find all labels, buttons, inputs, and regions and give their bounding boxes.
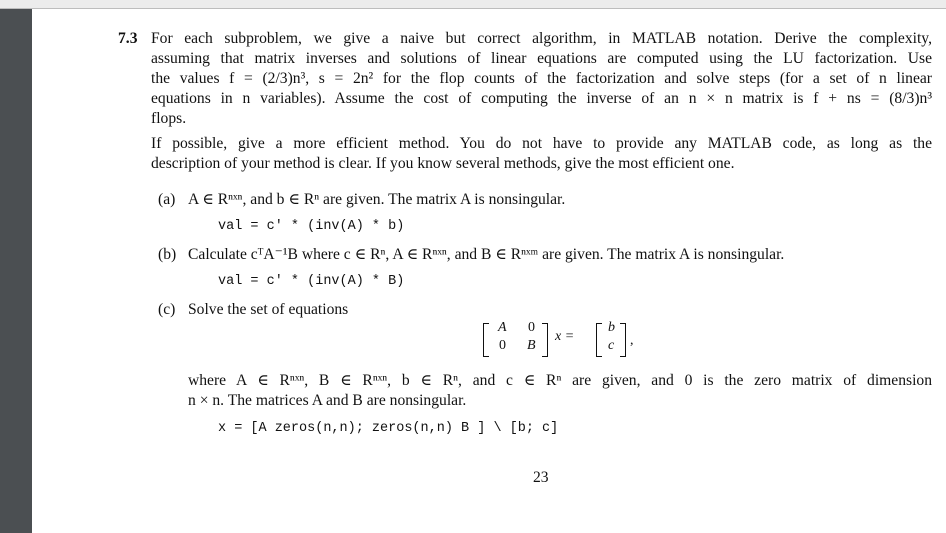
matrix-entry: B <box>527 338 536 353</box>
para1-line: assuming that matrix inverses and solutions of linear equations are computed using the LU factorization. Use <box>151 50 932 67</box>
part-c-label: (c) <box>158 301 176 318</box>
part-c-after: where A ∈ Rⁿˣⁿ, B ∈ Rⁿˣⁿ, b ∈ Rⁿ, and c ∈ Rⁿ are given, and 0 is the zero matrix of dimension <box>188 372 932 389</box>
matrix-entry: c <box>608 338 615 353</box>
para1-line: flops. <box>151 110 187 127</box>
part-b-text: Calculate cᵀA⁻¹B where c ∈ Rⁿ, A ∈ Rⁿˣⁿ, and B ∈ Rⁿˣᵐ are given. The matrix A is nonsingular. <box>188 246 785 263</box>
problem-number: 7.3 <box>118 30 138 47</box>
matrix-entry: b <box>608 320 615 335</box>
part-a-label: (a) <box>158 191 176 208</box>
viewer-left-margin <box>0 9 32 533</box>
part-c-after: n × n. The matrices A and B are nonsingular. <box>188 392 467 409</box>
matrix-entry: 0 <box>499 338 506 353</box>
part-a-text: A ∈ Rⁿˣⁿ, and b ∈ Rⁿ are given. The matrix A is nonsingular. <box>188 191 566 208</box>
para1-line: For each subproblem, we give a naive but correct algorithm, in MATLAB notation. Derive the complexity, <box>151 30 932 47</box>
part-c-text: Solve the set of equations <box>188 301 349 318</box>
para1-line: equations in n variables). Assume the cost of computing the inverse of an n × n matrix is f + ns = (8/3)n³ <box>151 90 932 107</box>
para2-line: If possible, give a more efficient method. You do not have to provide any MATLAB code, as long as the <box>151 135 932 152</box>
part-a-code: val = c' * (inv(A) * b) <box>218 219 405 234</box>
matrix-comma: , <box>630 333 634 348</box>
matrix-variable: x = <box>555 329 575 344</box>
matrix-entry: A <box>498 320 507 335</box>
viewer-toolbar <box>0 0 946 9</box>
para1-line: the values f = (2/3)n³, s = 2n² for the flop counts of the factorization and solve steps (for a set of n linear <box>151 70 932 87</box>
para2-line: description of your method is clear. If you know several methods, give the most efficient one. <box>151 155 735 172</box>
matrix-entry: 0 <box>528 320 535 335</box>
part-b-code: val = c' * (inv(A) * B) <box>218 274 405 289</box>
page-number: 23 <box>533 469 549 486</box>
part-b-label: (b) <box>158 246 177 263</box>
part-c-code: x = [A zeros(n,n); zeros(n,n) B ] \ [b; c] <box>218 421 559 436</box>
